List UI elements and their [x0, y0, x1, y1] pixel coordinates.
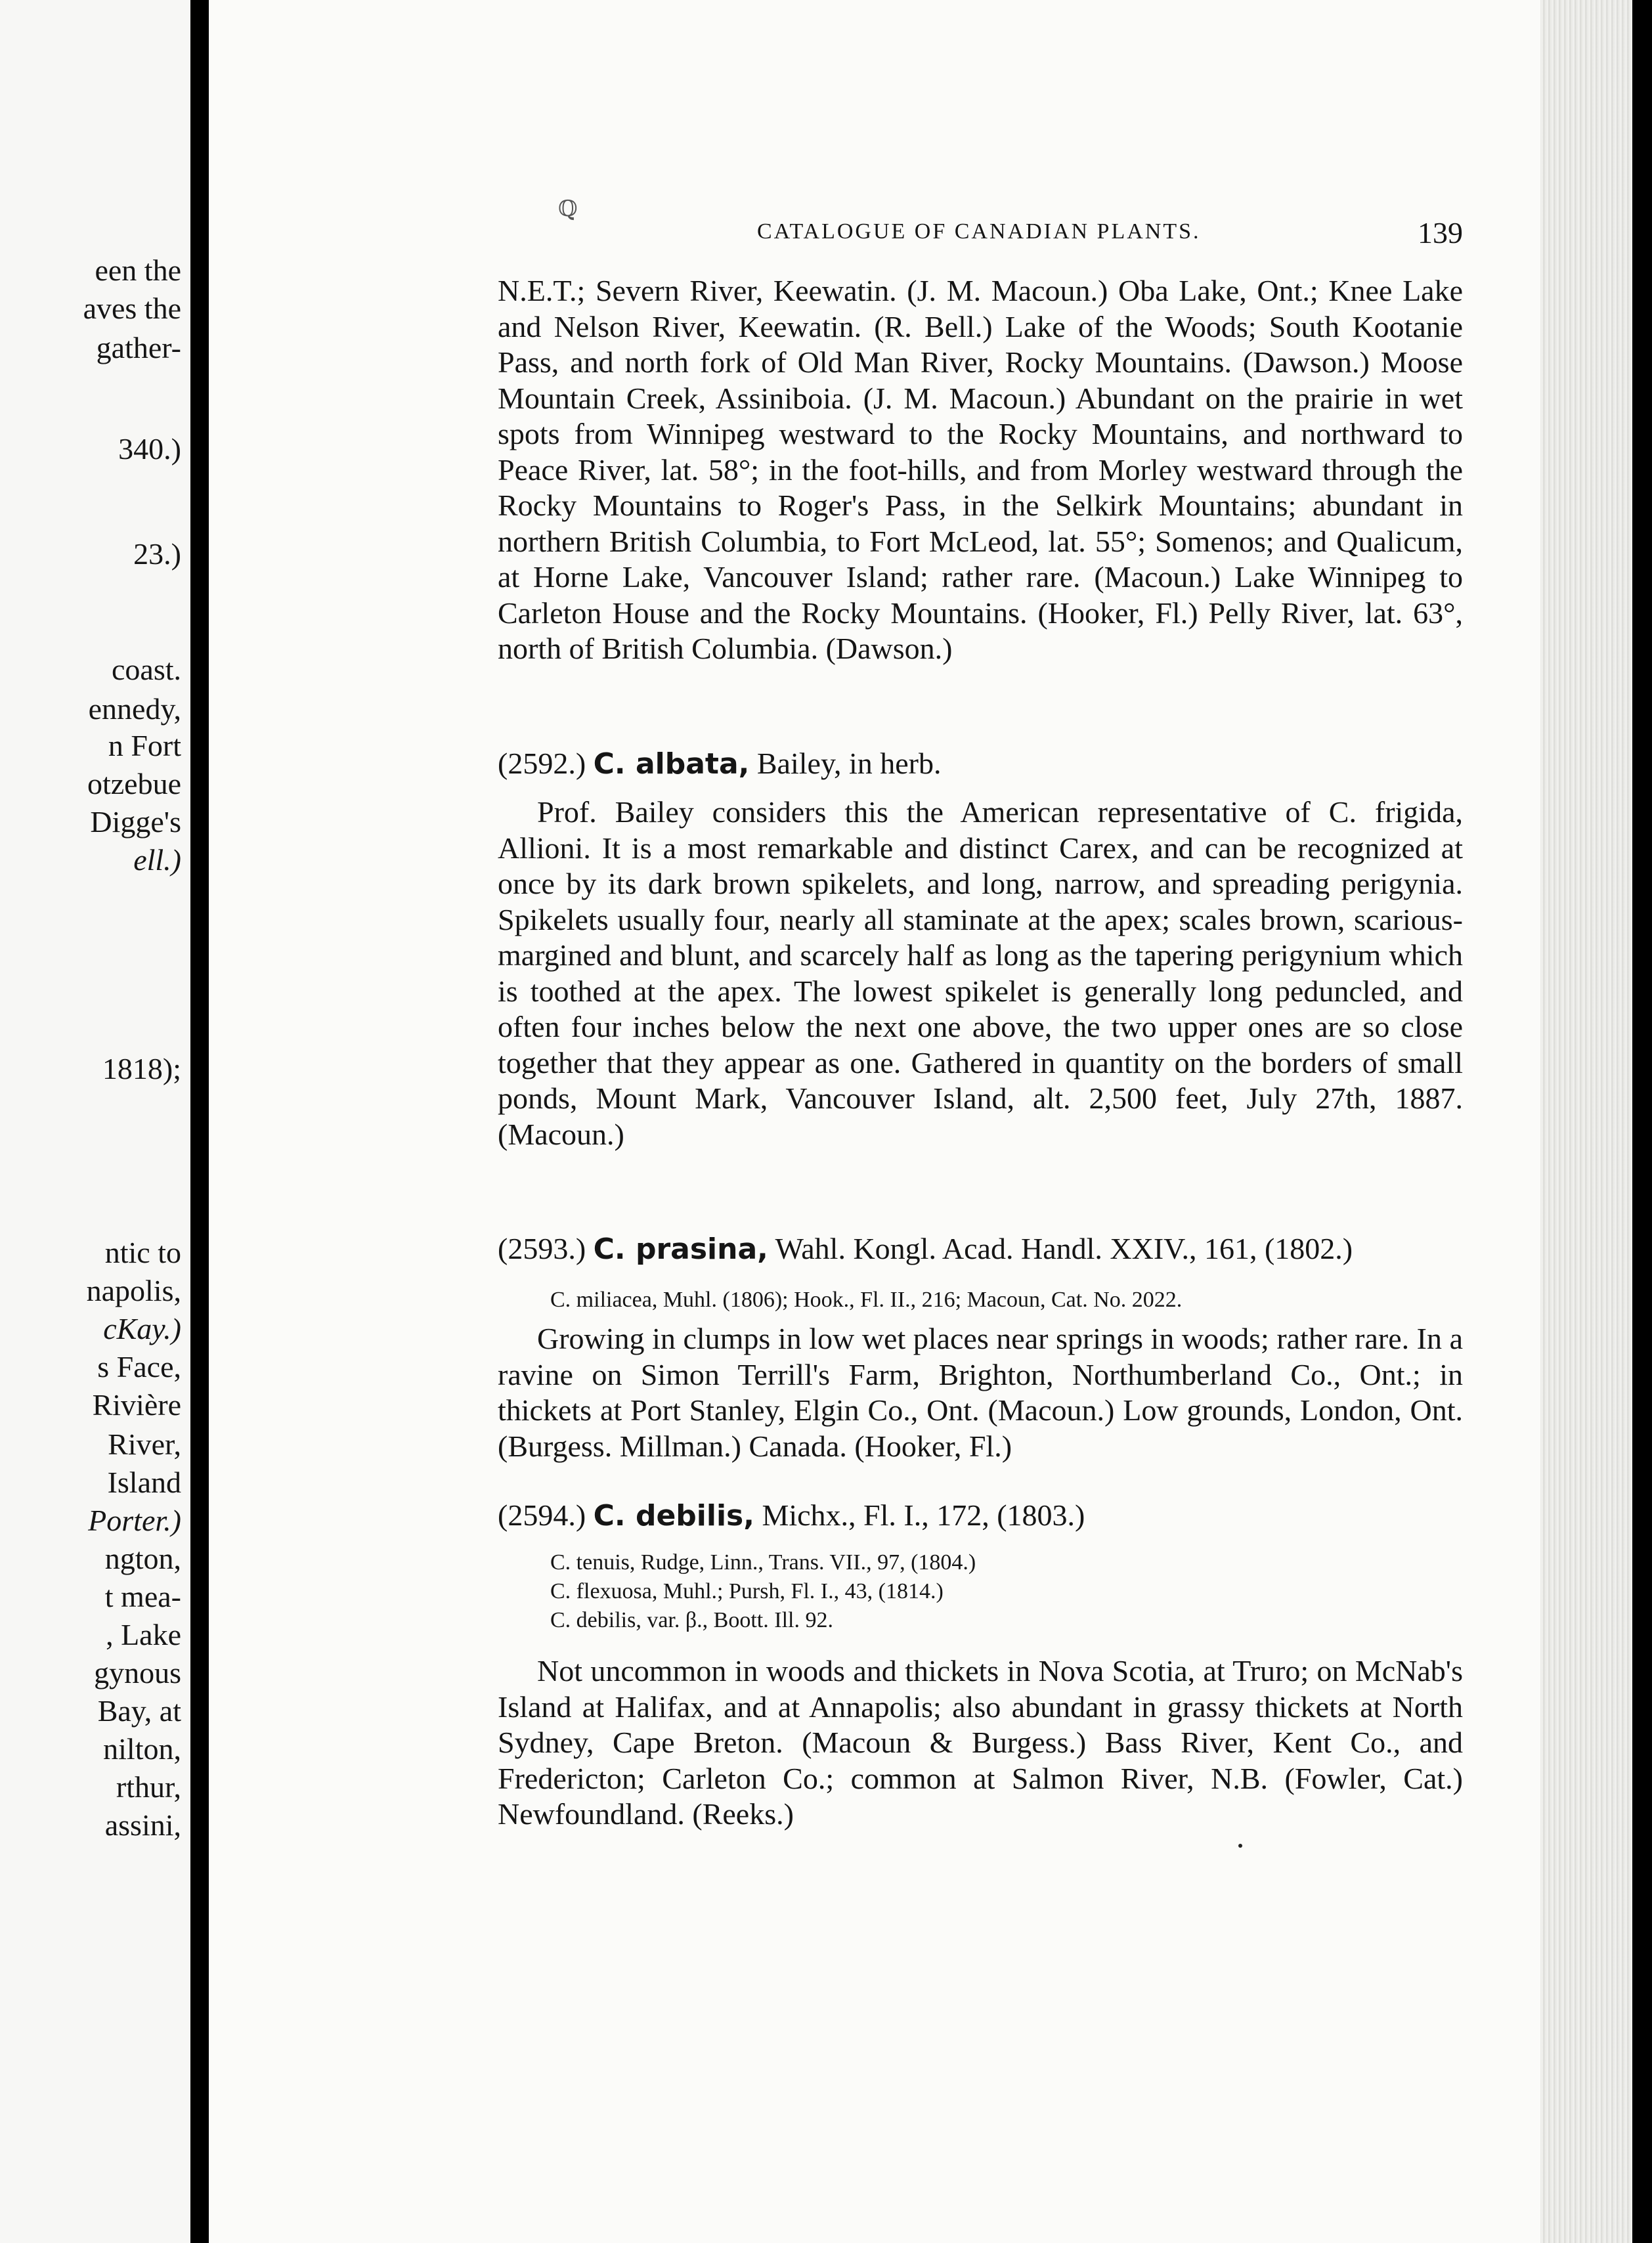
left-line: 340.) — [118, 432, 181, 466]
synonym: C. miliacea, Muhl. (1806); Hook., Fl. II., 216; Macoun, Cat. No. 2022. — [550, 1288, 1183, 1312]
left-line: n Fort — [108, 729, 181, 762]
species-name: C. prasina, — [593, 1232, 768, 1266]
synonym-list — [550, 1286, 1443, 1315]
entry-number: (2592.) — [498, 747, 586, 780]
left-line: nilton, — [103, 1732, 181, 1766]
scan-border — [1632, 0, 1652, 2243]
description-text: Growing in clumps in low wet places near springs in woods; rather rare. In a ravine on Simon Terrill's Farm, Brighton, Northumberland Co., Ont.; in thickets at Port Stanley, Elgin Co., Ont. (Macoun.) Low grounds, London, Ont. (Burgess. Millman.) Canada. (Hooker, Fl.) — [498, 1322, 1463, 1463]
running-head: CATALOGUE OF CANADIAN PLANTS. — [757, 219, 1201, 244]
entry-number: (2594.) — [498, 1498, 586, 1532]
entry-heading — [498, 1230, 1463, 1268]
left-line: ennedy, — [88, 692, 181, 726]
left-line: ntic to — [104, 1236, 181, 1269]
page-edges — [1540, 0, 1632, 2243]
left-line: , Lake — [106, 1618, 181, 1651]
left-line: aves the — [83, 292, 181, 325]
species-name: C. debilis, — [593, 1499, 754, 1533]
left-line: Island — [107, 1466, 181, 1499]
left-line: otzebue — [87, 767, 181, 800]
book-gutter — [190, 0, 209, 2243]
entry-number: (2593.) — [498, 1232, 586, 1265]
left-line: coast. — [111, 653, 181, 686]
left-line: s Face, — [97, 1350, 181, 1383]
page-header — [498, 196, 1463, 255]
left-line: assini, — [104, 1808, 181, 1842]
entry-heading — [498, 745, 1463, 783]
species-name: C. albata, — [593, 747, 750, 781]
left-line: Digge's — [90, 805, 181, 838]
left-line: ell.) — [133, 843, 181, 877]
synonym: C. tenuis, Rudge, Linn., Trans. VII., 97, (1804.) — [550, 1550, 976, 1575]
main-page — [209, 0, 1540, 2243]
continued-paragraph — [498, 273, 1463, 667]
entry-heading — [498, 1497, 1463, 1535]
left-line: gynous — [94, 1656, 181, 1689]
left-line: ngton, — [104, 1542, 181, 1575]
left-facing-page — [0, 0, 190, 2243]
left-line: Bay, at — [97, 1694, 181, 1728]
entry-description — [498, 795, 1463, 1152]
species-authority: Michx., Fl. I., 172, (1803.) — [762, 1498, 1085, 1532]
left-line: gather- — [96, 331, 181, 364]
synonym: C. debilis, var. β., Boott. Ill. 92. — [550, 1608, 833, 1632]
synonym: C. flexuosa, Muhl.; Pursh, Fl. I., 43, (1814.) — [550, 1579, 944, 1603]
pencil-mark: ℚ — [558, 196, 578, 222]
left-line: t mea- — [104, 1580, 181, 1613]
left-line: 1818); — [102, 1052, 181, 1085]
page-number: 139 — [1418, 216, 1463, 250]
left-line: napolis, — [86, 1274, 181, 1307]
species-authority: Bailey, in herb. — [756, 747, 942, 780]
description-text: Prof. Bailey considers this the American representative of C. frigida, Allioni. It is a most remarkable and distinct Carex, and can be recognized at once by its dark brown spikelets, and long, narrow, and spreading perigynia. Spikelets usually four, nearly all staminate at the apex; scales brown, scarious-margined and blunt, and scarcely half as long as the tapering perigynium which is toothed at the apex. The lowest spikelet is generally long peduncled, and often four inches below the next one above, the two upper ones are so close together that they appear as one. Gathered in quantity on the borders of small ponds, Mount Mark, Vancouver Island, alt. 2,500 feet, July 27th, 1887. (Macoun.) — [498, 795, 1463, 1151]
species-authority: Wahl. Kongl. Acad. Handl. XXIV., 161, (1802.) — [775, 1232, 1353, 1265]
left-line: Rivière — [92, 1388, 181, 1422]
entry-description — [498, 1653, 1463, 1833]
ink-speck — [1238, 1844, 1242, 1848]
left-line: cKay.) — [103, 1312, 181, 1345]
left-line: Porter.) — [88, 1504, 181, 1537]
left-line: River, — [108, 1427, 181, 1461]
left-line: een the — [95, 253, 181, 287]
paragraph-text: N.E.T.; Severn River, Keewatin. (J. M. Macoun.) Oba Lake, Ont.; Knee Lake and Nelson River, Keewatin. (R. Bell.) Lake of the Woods; South Kootanie Pass, and north fork of Old Man River, Rocky Mountains. (Dawson.) Moose Mountain Creek, Assiniboia. (J. M. Macoun.) Abundant on the prairie in wet spots from Winnipeg westward to the Rocky Mountains, and northward to Peace River, lat. 58°; in the foot-hills, and from Morley westward through the Rocky Mountains to Roger's Pass, in the Selkirk Mountains; abundant in northern British Columbia, to Fort McLeod, lat. 55°; Somenos; and Qualicum, at Horne Lake, Vancouver Island; rather rare. (Macoun.) Lake Winnipeg to Carleton House and the Rocky Mountains. (Hooker, Fl.) Pelly River, lat. 63°, north of British Columbia. (Dawson.) — [498, 274, 1463, 665]
synonym-list — [550, 1548, 1443, 1635]
left-line: rthur, — [116, 1770, 181, 1804]
description-text: Not uncommon in woods and thickets in Nova Scotia, at Truro; on McNab's Island at Halifax, and at Annapolis; also abundant in grassy thickets at North Sydney, Cape Breton. (Macoun & Burgess.) Bass River, Kent Co., and Fredericton; Carleton Co.; common at Salmon River, N.B. (Fowler, Cat.) Newfoundland. (Reeks.) — [498, 1654, 1463, 1831]
entry-description — [498, 1321, 1463, 1464]
left-line: 23.) — [133, 537, 181, 571]
